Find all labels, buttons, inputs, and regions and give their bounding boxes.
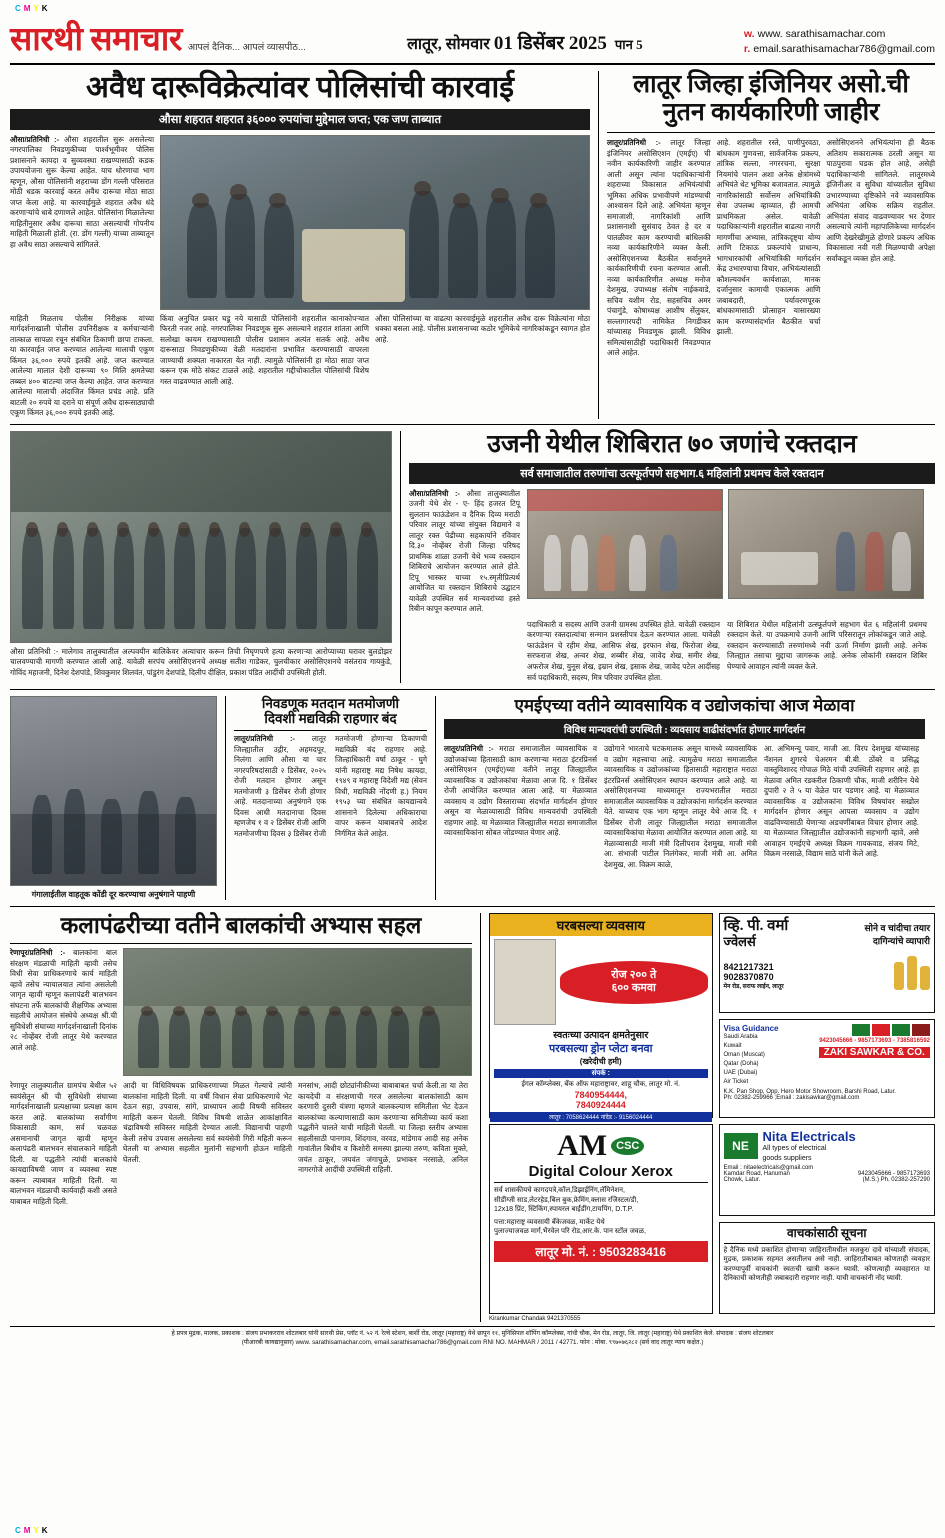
ad-gharbaslya-line1: स्वतःच्या उत्पादन क्षमतेनुसार bbox=[553, 1030, 649, 1042]
ad-verma-title-l2: ज्वेलर्स bbox=[723, 934, 756, 950]
ad-kirankumar-name: Kirankumar Chandak bbox=[489, 1316, 546, 1323]
ad-gharbaslya-product-image bbox=[494, 939, 556, 1025]
kala-photo-wrap bbox=[123, 948, 472, 1076]
kala-byline: रेणापूर/प्रतिनिधी :- bbox=[10, 948, 66, 958]
ad-verma-title-l1: व्हि. पी. वर्मा bbox=[723, 918, 789, 935]
ad-nita-line2: goods suppliers bbox=[762, 1154, 812, 1162]
cmyk-strip-top bbox=[14, 4, 50, 13]
group-photo-block bbox=[10, 431, 400, 683]
ujani-col-2 bbox=[527, 620, 727, 683]
ujani-byline: औसा/प्रतिनिधी :- bbox=[409, 488, 460, 498]
ad-kirankumar-phone[interactable]: 9421370555 bbox=[547, 1316, 581, 1323]
ujani-col1-text: औसा तालुक्यातील उजनी येथे शेर - ए- हिंद हजरत टिपू सुलतान फाऊंडेशन व दैनिक दिव्य मराठी परिवार लातूर यांच्या संयुक्त विद्यमाने व लातूर रक्त पेढीच्या सहकार्याने रविवार दि.३० नोव्हेंबर रोजी जिल्हा परिषद प्राथमिक शाळा उजनी येथे भव्य रक्तदान शिबिराचे आयोजन करण्यात आले होते. टिपू भास्कर याच्या १५.स्मृतीप्रित्यर्थ आयोजित या रक्तदान शिबिराचे उद्घाटन यावेळी उपस्थित सर्व मान्यवरांच्या हस्ते रिबीन कापून करण्यात आले. bbox=[409, 488, 520, 614]
ad-verma-phone2[interactable]: 9028370870 bbox=[723, 971, 774, 982]
group-photo-caption: औसा प्रतिनिधी :- मालेगाव तालुक्यातील अल्पवयीन बालिकेवर अत्याचार करून तिची निघृणपणे हत्या करणाऱ्या आरोप्याच्या घरावर बुलडोझर चालवण्याची मागणी करण्यात आली आहे. यावेळी सरपंच असोसिएशनचे अध्यक्ष सतीश गाडेकर, चुलचीकार असोसिएशनचे वसंतराव गायकुंडे, गोविंद महाजनी, दिनेश देशपांडे, शिवकुमार शिलवंत, पांडुरंग देशपांडे, दिलीप दीक्षित, प्रकाश पंडित आदींची उपस्थिती होती. bbox=[10, 646, 392, 677]
kala-col-4 bbox=[298, 1081, 468, 1207]
lead-subbanner: औसा शहरात शहरात ३६००० रुपयांचा मुद्देमाल जप्त; एक जण ताब्यात bbox=[10, 109, 590, 130]
engineer-headline-line1: लातूर जिल्हा इंजिनियर असो.ची bbox=[633, 71, 909, 98]
ujani-photo-row bbox=[527, 489, 927, 599]
engineer-col3-text: असोसिएशनने अभियंत्यांना ही बैठक अतिशय सकारात्मक ठरली असून या पाठपुरावा घडक होत आहे, असेही पदाधिकाऱ्यांनी सांगितले. लातूरमध्ये इंजिनीअर व सुविधा यांच्यातील सुविधा उभारण्याच्या दृष्टिकोने नवे व्यावसायिक अभियंता अधिक सक्रिय राहतील. अभियंता संवाद वाढवण्यावर भर देणार असल्याचे त्यांनी महापालिकेच्या मार्गदर्शन आणि देखरेखीमुळे होणारे प्रकल्प अधिक विकासाला नवी गती मिळण्याची अपेक्षा सर्वांकडून व्यक्त होत आहे. bbox=[826, 138, 935, 263]
kala-col-1 bbox=[10, 948, 123, 1076]
ad-zaki-item-5: Air Ticket bbox=[723, 1079, 749, 1086]
kala-col-3 bbox=[123, 1081, 298, 1207]
ad-zaki-name: ZAKI SAWKAR & CO. bbox=[819, 1047, 930, 1058]
ad-zaki-sawkar[interactable] bbox=[719, 1019, 935, 1118]
mda-col3-text: आ. अभिमन्यू पवार, माजी आ. विरप देशमुख यांच्यासह नॅशनल शुगरचे चेअरमन बी.बी. ठोंबरे व प्रसिद्ध वास्तूविशारद गोपाळ मिठे यांची उपस्थिती राहणार आहे. हा मेळावा अमित रडकरील ठिकाणी चौक, माजी शरीरिन येथे दुपारी २ ते ५ या वेळेत पार पडणार आहे. या मेळाव्यात व्यावसायिक व उद्योजकांना विविध विषयांवर सखोल मार्गदर्शन होणार असून आपला व्यवसाय व उद्योग वाढविण्यासाठी येणाऱ्या अडचणींबाबत विचार होणार आहे. या मेळाव्यात जिल्ह्यातील उद्योजकांनी सहभागी व्हावे, असे आवाहन एमईएचे अध्यक्ष विक्रम गायकवाड, संजय मिटे, विक्रम नरसाळे, विद्याम साठे यांनी केले आहे. bbox=[764, 744, 919, 859]
ad-am-csc-badge: CSC bbox=[611, 1137, 644, 1155]
ad-nita-email[interactable]: Email : nitaelectricals@gmail.com bbox=[723, 1165, 814, 1172]
cmyk-m-bottom: M bbox=[23, 1526, 32, 1535]
lead-photo-figures bbox=[161, 136, 589, 309]
ad-verma-sub-l1: सोने व चांदीचा तयार bbox=[864, 923, 931, 934]
ujani-subbanner: सर्व समाजातील तरुणांचा उत्स्फूर्तपणे सहभाग.६ महिलांनी प्रथमच केले रक्तदान bbox=[409, 463, 935, 484]
engineer-col1-text: लातूर जिल्हा इंजिनियर असोसिएशन (एमईए) ची नवीन कार्यकारिणी जाहीर करण्यात आली असून त्यांना पदाधिकाऱ्यांनी शहराच्या विकासात अभियंत्यांची भूमिका अधिक प्रभावीपणे मांडण्याची आश्वासन दिले आहे. अभियंता म्हणून समाजाशी, नागरिकांशी आणि प्रशासनाशी सुसंवाद ठेवत हे दर व पातळीवर काम करण्याची बांधिलकी नव्या कार्यकारिणीने व्यक्त केली. असोसिएशनच्या बैठकीत सर्वानुमते कार्यकारिणीची रचना करण्यात आली. नव्या कार्यकारिणीत अध्यक्ष मनोज देशमुख, उपाध्यक्ष संतोष नाईकवाडे, सचिव यशीम रोड, सहसचिव अमर पंचागुंडे, कोषाध्यक्ष आशीष सेंलुकर, सल्लागारपदी नामिकेत निगडीकर यांच्यासह निवडणूक झाली. विविध समित्यांसाठीही पदाधिकारी निवडण्यात आले आहेत. bbox=[607, 138, 711, 358]
ujani-col3-text: या शिबिरात येथील महिलांनी उत्स्फूर्तपणे सहभाग घेत ६ महिलांनी प्रथमच रक्तदान केले. या उपक्रमाचे उजनी आणि परिसरातून लोकांकडून जाते आहे. रक्तदान करण्यासाठी तरुणांमध्ये नवी ऊर्जा निर्माण झाली आहे. अनेक जिल्ह्यात तसाचा मुद्दाचा जागरूक आहे. अनेक लोकांनी रक्तदान शिबिर घेण्याचे आवाहन त्यांनी व्यक्त केले. bbox=[727, 619, 927, 671]
engineer-col-2 bbox=[717, 138, 827, 359]
footer-line-2: (पीआरबी कायद्यानुसार) www. sarathisamachar.com, email.sarathisamachar786@gmail.com RNI NO. MAHMAR / 2011 / 42771. फोन : मोबा. ९९७०७६२८२ (सर्व वाद लातूर न्याय कक्षेत.) bbox=[241, 1339, 704, 1347]
newspaper-logo: सारथी समाचार bbox=[10, 22, 182, 58]
ads-col-right-2 bbox=[719, 1124, 935, 1314]
ad-gharbaslya-small: लातूर : 7058624444 नांदेड :- 9156024444 bbox=[490, 1112, 712, 1122]
ad-am-line2: सीडींग्जी साड,लेटरहेड,बिल बुक,फ्रेमिंग,क्लास रजिस्टल/डी, bbox=[494, 1196, 639, 1204]
dateline-date: 01 डिसेंबर 2025 bbox=[493, 33, 607, 54]
kala-col4-text: मनसांभ, आदी छोट्यांनीकीच्या बाबाबाबत चर्चा केली.ता या तेरा कायदेची व संरक्षणाची गरज असलेल्या बालकांसाठी काम करणारी दुसरी यंत्रणा म्हणजे बालकल्याण समितीला भेट देऊन बालकांच्या कल्याणासाठी काम करणाऱ्या समितीच्या कार्य कशा पद्धतीने चालते याची माहिती घेतली. या जिल्हा स्तरीय अभ्यास सहलीसाठी पानगाव, शिंदगाव, वरवड, मांडेगाव आदी सह अनेक गावांतील बिधीय व किशोरी समस्या झाल्या तरुण, कविता मुक्ते, जयंत ठाकूर, जयवंत जंगाचुळे, प्रभाकर नरसाळे, अनिल नागरगोजे आदींची उपस्थिती राहिली. bbox=[298, 1081, 468, 1175]
mda-headline: एमईएच्या वतीने व्यावसायिक व उद्योजकांचा आज मेळावा bbox=[514, 696, 855, 716]
ad-zaki-flags bbox=[819, 1024, 930, 1036]
contact-email-row bbox=[744, 42, 935, 57]
ad-nita-electricals[interactable] bbox=[719, 1124, 935, 1216]
kala-photo bbox=[123, 948, 472, 1076]
ad-verma-phone1[interactable]: 8421217321 bbox=[723, 961, 774, 972]
engineer-headline-line2: नुतन कार्यकारिणी जाहीर bbox=[662, 99, 880, 126]
mda-byline: लातूर/प्रतिनिधी :- bbox=[444, 744, 494, 754]
ujani-story bbox=[400, 431, 935, 683]
ad-verma-address: मेन रोड, सराफ लाईन, लातूर bbox=[723, 983, 784, 990]
ad-am-digital[interactable] bbox=[489, 1124, 713, 1314]
contact-email[interactable]: email.sarathisamachar786@gmail.com bbox=[753, 42, 935, 55]
ad-reader-notice bbox=[719, 1222, 935, 1314]
kala-col-2 bbox=[10, 1081, 123, 1207]
mda-col-2 bbox=[604, 744, 764, 870]
ad-nita-line1: All types of electrical bbox=[762, 1145, 827, 1153]
engineer-assoc-story bbox=[598, 71, 935, 419]
page-footer bbox=[10, 1326, 935, 1347]
ujani-col-3 bbox=[727, 620, 927, 683]
kala-col2-text: रेणापूर तालुक्यातील ग्रामपंच बेथील ५२ स्वयंसेतून श्री ची सुविधेशी संघाच्या मार्गदर्शनाखाली प्रत्यक्षाच्या प्रत्यक्षा काम करत आहे. बालकांच्या सर्वांगीण विकासाठी काम, सर्व चळवळ असमानाची जागृत व्हावी म्हणून कलापंढरी बालभवन संचालकाने माहिती दिली. या पद्धतीने त्यांची बालकांचे कायद्याविषयी जाण व व्यवस्था स्पष्ट करून त्याबाबत माहिती दिली. या बालभवन मंडळाची कार्यवाही कशी असते याबाबत माहिती दिली. bbox=[10, 1081, 117, 1206]
fourth-section bbox=[10, 913, 935, 1322]
top-section bbox=[10, 71, 935, 419]
lead-byline: औसा/प्रतिनिधी :- bbox=[10, 134, 60, 144]
ads-col-right bbox=[719, 913, 935, 1118]
cmyk-strip-bottom bbox=[14, 1526, 50, 1535]
footer-line-1: हे प्रपत्र मुद्रक, मालक, प्रकाशक : संजय प्रभाकरराव शोटलबार यांनी सारथी प्रेस, प्लॉट नं. ५२ नं. रेल्वे स्टेशन, बार्शी रोड, लातूर (महाराष्ट्र) येथे छापून ११, मुनिसिपल शॉपिंग कॉम्प्लेक्स, गांधी चौक, मेन रोड, लातूर, जि. लातूर (महाराष्ट्र) येथे प्रकाशित केले. संपादक : संजय शोटलबार bbox=[171, 1330, 774, 1338]
page-number: पान 5 bbox=[614, 37, 643, 52]
voting-story bbox=[225, 696, 435, 900]
third-section bbox=[10, 696, 935, 900]
notice-title: वाचकांसाठी सूचना bbox=[786, 1226, 867, 1241]
ad-verma-sub-l2: दागिन्यांचे व्यापारी bbox=[873, 936, 931, 947]
ujani-headline: उजनी येथील शिबिरात ७० जणांचे रक्तदान bbox=[487, 430, 857, 458]
ad-zaki-phones[interactable]: 9423045666 - 9857173693 - 7385816592 bbox=[819, 1038, 930, 1045]
mda-col1-text: मराठा समाजातील व्यावसायिक व उद्योजकांच्या हितासाठी काम करणाऱ्या मराठा इंटरप्रिनर्स असोसिएशन (एमईए)च्या वतीने लातूर जिल्ह्यातील व्यावसायिक व उद्योजकांचा मेळावा आज दि. १ डिसेंबर रोजी आयोजित करण्यात आला आहे. या मेळाव्यात व्यवसाय व उद्योग विस्ताराच्या संदर्भात मार्गदर्शन होणार असून या मेळाव्यासाठी विविध मान्यवरांची उपस्थिती राहणार आहे. या मेळाव्यात जिल्ह्यातील मराठा समाजातील व्यावसायिकांना सोबत जोडण्यात येणार आहे. bbox=[444, 744, 598, 838]
ad-nita-ph2[interactable]: (M.S.) Ph. 02382-257290 bbox=[862, 1177, 930, 1184]
masthead-logo-wrap bbox=[10, 24, 306, 57]
ad-nita-addr2: Chowk, Latur. bbox=[723, 1177, 761, 1184]
street-photo-block bbox=[10, 696, 225, 900]
ad-am-subtitle: Digital Colour Xerox bbox=[494, 1163, 708, 1183]
lead-col-2 bbox=[10, 314, 160, 419]
mda-body bbox=[444, 744, 925, 870]
ad-gharbaslya-badge-l1: रोज २०० ते bbox=[611, 968, 657, 981]
cmyk-y: Y bbox=[33, 4, 40, 13]
ujani-photos bbox=[527, 489, 927, 615]
engineer-col2-text: आहे. शहरातील रस्ते, पाणीपुरवठा, बांधकाम गुणवत्ता, सार्वजनिक प्रकल्प, तांत्रिक सल्ला, नगररचना, सुरक्षा नियमांचे पालन अशा अनेक क्षेत्रांमध्ये अभियंते थेट भूमिका बजावतात. त्यामुळे नागरिकांसाठी सर्वोत्तम अभियांत्रिकी सेवा उपलब्ध व्हाव्यात, ही आमची प्राथमिकता असेल. यावेळी पदाधिकाऱ्यांनी शहरातील बाढत्या नागरी मागणींचा अभ्यास, तांत्रिकदृष्ट्या योग्य आणि टिकाऊ प्रकल्पांचे प्राधान्य, भागधारकांची अभियांत्रिकी मार्गदर्शन केंद्र उभारण्याचा विचार, अभियंत्यांसाठी कौशल्यवर्धन कार्यशाळा, मानक दर्जानुसार कामाची एकात्मक आणि जबाबदारी, पर्यावरणपूरक बांधकामासाठी प्रोत्साहन यासारख्या काम करण्यासंदर्भात बैठकीत चर्चा झाली. bbox=[716, 138, 821, 337]
ad-zaki-item-2: Oman (Muscat) bbox=[723, 1052, 765, 1059]
ad-gharbaslya-title: घरबसल्या व्यवसाय bbox=[490, 914, 712, 936]
lead-col-1 bbox=[10, 135, 160, 310]
cmyk-c: C bbox=[15, 4, 22, 13]
cmyk-k: K bbox=[41, 4, 49, 13]
kala-top-row bbox=[10, 948, 472, 1076]
masthead-tagline: आपलं दैनिक... आपलं व्यासपीठ... bbox=[187, 42, 306, 53]
kala-col1-text: बालकांना बाल संरक्षण मंडळाची माहिती व्हावी तसेच विधी सेवा प्राधिकरणाचे कार्य माहिती व्हावे तसेच न्यायालयात त्यांना असलेली जागृत व्हावी म्हणून कलापंढरी बालभवन संघटना तर्फे बालकांची शैक्षणिक अभ्यास सहलीचे आयोजन संस्थेचे अध्यक्ष श्री.ची सुविधेशी संघाच्या मार्गदर्शनाखाली दिनांक २८ नोव्हेंबर रोजी लातूर येथे करण्यात आले आहे. bbox=[10, 948, 117, 1052]
ad-zaki-item-1: Kuwait bbox=[723, 1043, 742, 1050]
mail-icon: r. bbox=[743, 42, 751, 55]
engineer-byline: लातूर/प्रतिनिधी :- bbox=[607, 138, 661, 147]
ad-gharbaslya-phone2[interactable]: 7840924444 bbox=[575, 1099, 626, 1110]
voting-text: लातूर जिल्ह्यातील उद्गीर, अहमदपूर, निलंगा आणि औसा या चार नगरपरिषदांसाठी २ डिसेंबर, २०२५ रोजी मतदान होणार असून मतमोजणी ३ डिसेंबर रोजी होणार आहे. मतदानाच्या अनुषंगाने एक दिवस आधी मतदानाचा दिवस म्हणजेच १ व २ डिसेंबर रोजी आणि मतमोजणीचा दिवस ३ डिसेंबर रोजी मतमोजणी होणाऱ्या ठिकाणची मद्यविक्री बंद राहणार आहे. जिल्हाधिकारी वर्षा ठाकूर - घुगे यांनी महाराष्ट्र मद्य निषेध कायदा, १९४९ व महाराष्ट्र विदेशी मद्य (सेवन विधी, मद्यविक्री नोंदणी ह.) नियम १९५३ च्या संबंधित कायद्यान्वये शासनाने दिलेल्या अधिकाराचा वापर करून याबाबतचे आदेश निर्गमित केले आहेत. bbox=[234, 734, 427, 838]
street-photo-caption: गंगालाईतील वाहतूक कोंडी दूर करण्याचा अनुषंगाने पाहणी bbox=[31, 890, 196, 900]
group-photo bbox=[10, 431, 392, 643]
ad-kirankumar-block bbox=[489, 1316, 935, 1322]
mda-subbanner: विविध मान्यवरांची उपस्थिती : व्यवसाय वाढीसंदर्भात होणार मार्गदर्शन bbox=[444, 719, 925, 739]
lead-col1-text: औसा शहरातील सुरू असलेल्या नगरपालिका निवडणुकीच्या पार्श्वभूमीवर पोलिस प्रशासनाने कायदा व सुव्यवस्था राखण्यासाठी कडक उपाययोजना सुरू केल्या आहेत. याच धोरणाचा भाग म्हणून, औसा पोलिसांनी शहराच्या डोंग गल्ली परिसरात मोठी धडक कारवाई करत अवैध दारूचा मोठा साठा जप्त केला आहे. या कारवाईमुळे शहरात अवैध धंदे करणाऱ्यांचे धाबे दणाणले आहेत. पोलिसांना मिळालेल्या माहितीनुसार अवैध दारूचा साठा असल्याची गोपनीय माहिती मिळाली होती. (रा. डोंग गल्ली) याच्या ताब्यातून हा अवैध साठा असल्याचे सांगितले. bbox=[10, 134, 154, 249]
kala-story bbox=[10, 913, 480, 1322]
ad-zaki-address: K.K. Pan Shop, Opp. Hero Motor Showroom, Barshi Road, Latur. bbox=[723, 1089, 896, 1096]
mda-col-3 bbox=[764, 744, 919, 870]
group-photo-figures bbox=[11, 432, 391, 642]
kala-headline: कलापंढरीच्या वतीने बालकांची अभ्यास सहल bbox=[60, 913, 422, 939]
ad-nita-ph1[interactable]: 9423045666 - 9857173693 bbox=[857, 1171, 930, 1178]
lead-col2-text: माहिती मिळताच पोलीस निरीक्षक यांच्या मार्गदर्शनाखाली पोलीस उपनिरीक्षक व कर्मचाऱ्यांनी तात्काळ सापळा रचून संबंधित ठिकाणी छापा टाकला. या कारवाईत जप्त करण्यात आलेल्या मालाची एकूण किंमत ३६,००० रुपये इतकी आहे. जप्त करण्यात आलेल्या मालात देशी दारूच्या ९० मिलि क्षमतेच्या तब्बल ४०० बाटल्या जप्त केल्या आहेत. जप्त करण्यात आलेल्या मालाची अंदाजित किंमत प्रचंड आहे. प्रति बाटली २० रुपये या दराने या संपूर्ण अवैध दारूसाठ्याची एकूण किंमत ३६,००० रुपये इतकी आहे. bbox=[10, 313, 154, 418]
mda-col-1 bbox=[444, 744, 604, 870]
ad-gharbaslya-line2: परबसल्या ड्रोन प्लेटा बनवा bbox=[549, 1043, 653, 1056]
ad-gharbaslya-phone1[interactable]: 7840954444, bbox=[574, 1089, 628, 1100]
lead-col-3 bbox=[160, 314, 375, 419]
voting-byline: लातूर/प्रतिनिधी :- bbox=[234, 734, 295, 744]
ads-area bbox=[480, 913, 935, 1322]
voting-headline-line2: दिवशी मद्यविक्री राहणार बंद bbox=[264, 711, 397, 727]
lead-col-4 bbox=[375, 314, 590, 419]
ad-zaki-visa-title: Visa Guidance bbox=[723, 1024, 779, 1034]
ujani-col2-text: पदाधिकारी व सदस्य आणि उजनी ग्रामस्थ उपस्थित होते. यावेळी रक्तदान करणाऱ्या रक्तदात्यांचा सन्मान प्रशस्तीपत्र देऊन करण्यात आला. यावेळी फाऊंडेशन चे रहीम शेख, आसिफ शेख, इरफान शेख, फिरोजा शेख, सरफराज शेख, अन्वर शेख, शब्बीर शेख, जावेद शेख, समीर शेख, अफरोज शेख, युनूस शेख, इम्रान शेख, इसाक शेख, जावेद पटेल आदींसह सर्व पदाधिकारी, सदस्य, मित्र परिवार उपस्थित होता. bbox=[527, 619, 720, 682]
engineer-body bbox=[607, 138, 935, 359]
contact-website[interactable]: www. sarathisamachar.com bbox=[757, 27, 886, 40]
lead-headline: अवैध दारूविक्रेत्यांवर पोलिसांची कारवाई bbox=[86, 71, 514, 104]
ujani-top-row bbox=[409, 489, 935, 615]
masthead bbox=[10, 14, 935, 65]
ads-row-2 bbox=[489, 1124, 935, 1314]
ad-nita-name: Nita Electricals bbox=[762, 1129, 856, 1145]
cmyk-y-bottom: Y bbox=[33, 1526, 40, 1535]
mda-col2-text: उद्योगाने भारताचे घटकमालक असून यामध्ये व्यावसायिक व उद्योग महत्त्वाचा आहे. त्यामुळेच मराठा समाजातील व्यावसायिक व उद्योजकांच्या हितासाठी महाराष्ट्रात मराठा इंटरप्रिनर्स असोसिएशन स्थापन करण्यात आले आहे. या असोसिएशनच्या माध्यमातून राज्यभरातील मराठा समाजातील व्यावसायिक व उद्योजकांना मार्गदर्शन करण्यात येते. याच्याच एक भाग म्हणून लातूर येथे आज दि. १ डिसेंबर रोजी लातूर जिल्ह्यातील मराठा समाजातील व्यावसायिकांचा मेळावा आयोजित करण्यात आला आहे. या मेळाव्यासाठी माजी मंत्री दिलीपराव देशमुख, माजी मंत्री आ. संभाजी पाटील निलंगेकर, माजी मंत्री आ. अमित देशमुख, आ. विक्रम काळे, bbox=[604, 744, 757, 869]
ad-zaki-phone-line[interactable]: Ph: 02382-259966 ;Email : zakisawkar@gmail.com bbox=[723, 1095, 860, 1102]
ad-zaki-item-0: Saudi Arabia bbox=[723, 1034, 758, 1041]
masthead-contact bbox=[744, 27, 935, 57]
ad-gharbaslya[interactable] bbox=[489, 913, 713, 1121]
kala-col3-text: आदी या विधिविषयक प्राधिकरणाच्या मिळत गेल्याचे त्यांनी बालकांना माहिती दिली. या वर्षी विधान सेवा प्राधिकरणाचे भेट देऊन सहा, उपवास, सांगे, प्राध्यापन आदी विषयी सविस्तर माहिती करून घेतली. विविध विषयी शाळेत आकांक्षावित चंद्राविषयी सविस्तर माहिती देण्यात आली. विद्यानाची पाहणी केली तसेच उपवास असलेल्या सर्व स्वयंसेवी गिरी महिती करून घेतली या अभ्यास सहलीत मुलांनी सहभागी होऊन माहिती घेतली. bbox=[123, 1081, 292, 1164]
ads-row-1 bbox=[489, 913, 935, 1121]
ad-nita-addr1: Kamdar Road, Hanuman bbox=[723, 1171, 790, 1178]
lead-body-row bbox=[10, 135, 590, 310]
ujani-bottom-row bbox=[409, 620, 935, 683]
ad-verma-jewellery-icons bbox=[894, 956, 930, 990]
ad-am-line4: पत्ता:महाराष्ट्र व्यवसायी बँकेजवळ, मार्केट येथे bbox=[494, 1218, 605, 1226]
kala-bottom-row bbox=[10, 1081, 472, 1207]
ad-gharbaslya-address: ईगल कॉम्प्लेक्स, बँक ऑफ महाराष्ट्रावर, शाहू चौक, लातूर मो. नं. bbox=[521, 1081, 681, 1089]
ad-gharbaslya-contact-label: संपर्क : bbox=[494, 1069, 708, 1078]
lead-col4-text: औसा पोलिसांच्या या वाढत्या कारवाईमुळे शहरातील अवैध दारू विक्रेत्यांना मोठा धक्का बसला आहे. पोलीस प्रशासनाच्या कठोर भूमिकेचे नागरिकांकडून स्वागत होत आहे. bbox=[375, 313, 590, 344]
ujani-col-2-spacer bbox=[409, 620, 527, 683]
cmyk-m: M bbox=[23, 4, 32, 13]
lead-story bbox=[10, 71, 598, 419]
nita-logo-icon: NE bbox=[724, 1133, 758, 1159]
ad-zaki-item-3: Qatar (Doha) bbox=[723, 1061, 759, 1068]
second-section bbox=[10, 431, 935, 683]
ad-gharbaslya-line3: (खरेदीची हमी) bbox=[579, 1057, 622, 1067]
ad-gharbaslya-badge bbox=[560, 961, 708, 1005]
ujani-photo-2 bbox=[728, 489, 924, 599]
lead-col3-text: किंवा अनुचित प्रकार घडू नये यासाठी पोलिसांनी शहरातील कानाकोपऱ्यात फिरती नजर आहे. नगरपालिका निवडणूक सुरू असल्याने शहरात शांतता आणि सलोखा कायम राखण्यासाठी पोलीस प्रशासन अत्यंत सतर्क आहे. अवैध दारूसाठा निवडणुकीच्या वेळी मतदारांना प्रभावित करण्यासाठी वापरला जाण्याची शक्यता नाकारता येत नाही. त्यामुळे पोलिसांनी हा मोठा साठा जप्त करून एक मोठे संकट टाळले आहे. शहरातील गद्दीचोकातील पोलिसांची विशेष गस्त वाढवण्यात आली आहे. bbox=[160, 313, 369, 386]
lead-photo-wrap bbox=[160, 135, 590, 310]
ujani-col-1 bbox=[409, 489, 527, 615]
ad-am-brand: AM bbox=[557, 1129, 608, 1163]
engineer-col-1 bbox=[607, 138, 717, 359]
ad-gharbaslya-badge-l2: ६०० कमवा bbox=[611, 982, 656, 995]
lead-lower-cols bbox=[10, 314, 590, 419]
masthead-dateline bbox=[407, 29, 643, 57]
ujani-photo-1 bbox=[527, 489, 723, 599]
ad-zaki-item-4: UAE (Dubai) bbox=[723, 1070, 758, 1077]
contact-website-row bbox=[744, 27, 935, 42]
voting-headline-line1: निवडणूक मतदान मतमोजणी bbox=[261, 696, 400, 712]
cmyk-k-bottom: K bbox=[41, 1526, 49, 1535]
globe-icon: w. bbox=[743, 27, 755, 40]
ad-vp-verma[interactable] bbox=[719, 913, 935, 1013]
dateline-place: लातूर, सोमवार bbox=[407, 36, 494, 53]
ad-am-phone-label: लातूर मो. नं. : bbox=[535, 1244, 597, 1259]
lead-photo bbox=[160, 135, 590, 310]
engineer-col-3 bbox=[826, 138, 935, 359]
ad-am-line3: 12x18 प्रिंट, स्टिकिंग,स्पायरल बाईंडींग,टायपिंग, D.T.P. bbox=[494, 1206, 634, 1214]
ad-am-phone[interactable]: 9503283416 bbox=[599, 1244, 667, 1259]
street-photo bbox=[10, 696, 217, 886]
ad-am-line1: सर्व शासकीयचे कागदपत्रे,कॉल,डिझाईनिंग,लॅमिनेशन, bbox=[494, 1187, 625, 1195]
cmyk-c-bottom: C bbox=[15, 1526, 22, 1535]
mda-story bbox=[435, 696, 925, 900]
notice-body: हे दैनिक मध्ये प्रकाशित होणाऱ्या जाहिरातीमधील मजकूर/ दावे यांच्याशी संपादक, मुद्रक, प्रकाशक सहमत असतीलच असे नाही. जाहिरातीबाबत कोणताही व्यवहार करण्यापूर्वी वाचकांनी स्वतःची खात्री करून घ्यावी. कोणत्याही व्यवहारात या दैनिकाची कोणतीही जबाबदारी राहणार नाही. याची वाचकांनी नोंद घ्यावी. bbox=[723, 1246, 930, 1283]
ad-am-line5: पुलाज्याजवळ मार्ग,भैरवेल परि रोड,आर.के. पान स्टॉल जवळ, bbox=[494, 1228, 646, 1236]
